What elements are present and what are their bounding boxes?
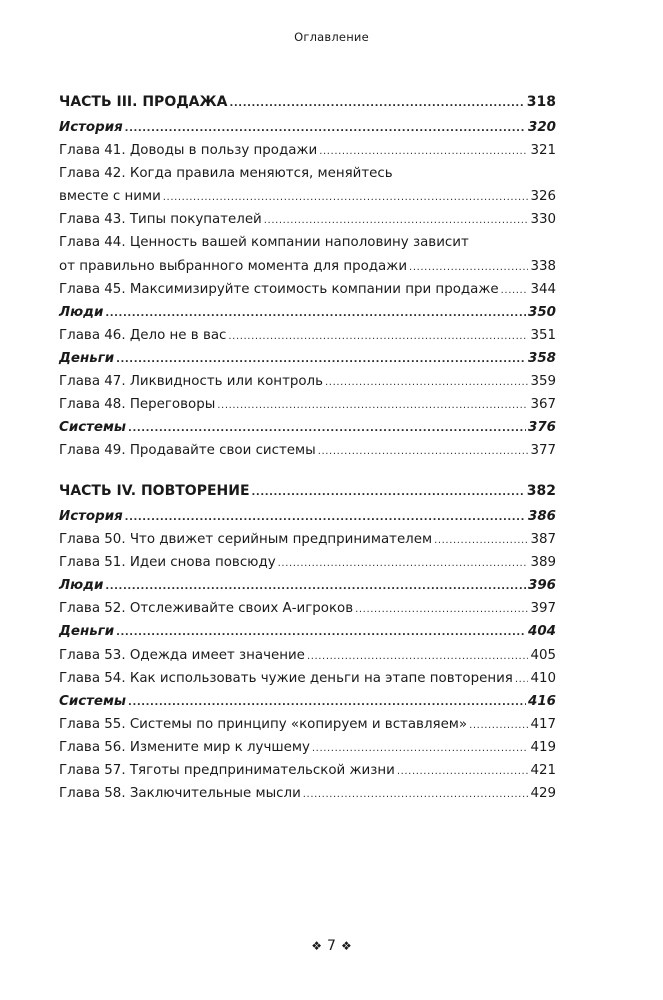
toc-chapter-51[interactable]	[59, 551, 556, 574]
toc-chapter-50[interactable]	[59, 528, 556, 551]
toc-section-systems[interactable]	[59, 416, 556, 439]
toc-page-number: 330	[530, 212, 556, 228]
toc-chapter-title: Глава 55. Системы по принципу «копируем и вставляем»	[59, 716, 468, 732]
toc-chapter-title: Глава 41. Доводы в пользу продажи	[59, 143, 318, 159]
toc-page-number: 344	[530, 281, 556, 297]
toc-page-number: 367	[530, 397, 556, 413]
four-diamond-ornament-icon: ❖	[311, 939, 323, 953]
toc-section-people[interactable]	[59, 301, 556, 324]
leader-dots	[303, 783, 529, 806]
toc-page-number: 318	[526, 94, 556, 110]
toc-section-money[interactable]	[59, 347, 556, 370]
toc-chapter-title: Глава 43. Типы покупателей	[59, 212, 262, 228]
toc-page-number: 396	[528, 578, 556, 594]
leader-dots	[125, 117, 526, 140]
toc-page-number: 387	[530, 532, 556, 548]
toc-page-number: 416	[528, 693, 556, 709]
leader-dots	[355, 598, 528, 621]
toc-chapter-title: Глава 53. Одежда имеет значение	[59, 647, 305, 663]
toc-chapter-44-line-1[interactable]	[59, 231, 556, 254]
toc-chapter-45[interactable]	[59, 278, 556, 301]
toc-part-heading[interactable]	[59, 477, 556, 505]
toc-page-number: 351	[530, 327, 556, 343]
toc-section-title: Системы	[59, 420, 127, 436]
toc-part-heading[interactable]	[59, 88, 556, 116]
leader-dots	[125, 506, 526, 529]
toc-page-number: 404	[528, 624, 556, 640]
toc-chapter-42-line-1[interactable]	[59, 162, 556, 185]
leader-dots	[264, 209, 529, 232]
toc-page-number: 382	[526, 483, 556, 499]
leader-dots	[116, 621, 526, 644]
leader-dots	[501, 279, 529, 302]
toc-chapter-47[interactable]	[59, 370, 556, 393]
leader-dots	[469, 714, 528, 737]
toc-chapter-title-continued: от правильно выбранного момента для продажи	[59, 258, 408, 274]
toc-chapter-title: Глава 49. Продавайте свои системы	[59, 443, 316, 459]
toc-chapter-title-continued: вместе с ними	[59, 189, 161, 205]
toc-page-number: 417	[530, 716, 556, 732]
toc-chapter-title: Глава 58. Заключительные мысли	[59, 786, 301, 802]
toc-page-number: 421	[530, 763, 556, 779]
toc-chapter-title: Глава 44. Ценность вашей компании наполовину зависит	[59, 235, 469, 251]
leader-dots	[105, 302, 526, 325]
toc-page-number: 389	[530, 555, 556, 571]
running-head: Оглавление	[294, 30, 369, 44]
leader-dots	[252, 479, 525, 507]
page-folio	[0, 938, 663, 954]
toc-chapter-42-line-2[interactable]	[59, 185, 556, 208]
leader-dots	[230, 90, 525, 118]
toc-chapter-53[interactable]	[59, 644, 556, 667]
toc-section-title: Люди	[59, 578, 104, 594]
toc-chapter-title: Глава 54. Как использовать чужие деньги на этапе повторения	[59, 670, 513, 686]
leader-dots	[325, 371, 528, 394]
toc-page-number: 338	[530, 258, 556, 274]
toc-chapter-55[interactable]	[59, 713, 556, 736]
toc-section-title: История	[59, 509, 123, 524]
toc-chapter-52[interactable]	[59, 597, 556, 620]
toc-part-3	[59, 88, 556, 462]
toc-chapter-41[interactable]	[59, 139, 556, 162]
toc-page-number: 359	[530, 374, 556, 390]
leader-dots	[409, 256, 528, 279]
toc-page-number: 350	[528, 304, 556, 320]
toc-section-money[interactable]	[59, 620, 556, 643]
toc-page-number: 397	[530, 601, 556, 617]
leader-dots	[397, 760, 529, 783]
four-diamond-ornament-icon: ❖	[340, 939, 352, 953]
toc-chapter-title: Глава 50. Что движет серийным предпринимателем	[59, 532, 433, 548]
leader-dots	[163, 186, 529, 209]
toc-page-number: 377	[530, 443, 556, 459]
leader-dots	[105, 575, 526, 598]
toc-part-4	[59, 477, 556, 805]
leader-dots	[217, 394, 528, 417]
toc-chapter-54[interactable]	[59, 667, 556, 690]
leader-dots	[128, 691, 526, 714]
leader-dots	[228, 325, 528, 348]
toc-chapter-58[interactable]	[59, 782, 556, 805]
leader-dots	[128, 417, 526, 440]
leader-dots	[307, 645, 529, 668]
toc-chapter-title: Глава 56. Измените мир к лучшему	[59, 739, 310, 755]
toc-chapter-44-line-2[interactable]	[59, 255, 556, 278]
toc-part-title: ЧАСТЬ III. ПРОДАЖА	[59, 94, 228, 110]
toc-chapter-57[interactable]	[59, 759, 556, 782]
toc-chapter-title: Глава 48. Переговоры	[59, 397, 216, 413]
toc-page-number: 320	[528, 120, 556, 135]
toc-chapter-title: Глава 45. Максимизируйте стоимость компании при продаже	[59, 281, 499, 297]
leader-dots	[278, 552, 529, 575]
toc-page-number: 429	[530, 786, 556, 802]
toc-section-people[interactable]	[59, 574, 556, 597]
toc-page-number: 376	[528, 420, 556, 436]
toc-section-history[interactable]	[59, 116, 556, 139]
toc-section-history[interactable]	[59, 505, 556, 528]
toc-chapter-title: Глава 52. Отслеживайте своих А-игроков	[59, 601, 354, 617]
leader-dots	[116, 348, 526, 371]
toc-chapter-title: Глава 47. Ликвидность или контроль	[59, 374, 324, 390]
leader-dots	[515, 668, 529, 691]
toc-chapter-title: Глава 46. Дело не в вас	[59, 327, 227, 343]
toc-chapter-title: Глава 42. Когда правила меняются, меняйтесь	[59, 166, 393, 182]
toc-page-number: 326	[530, 189, 556, 205]
toc-section-title: Деньги	[59, 350, 115, 366]
leader-dots	[318, 440, 529, 463]
toc-section-title: Деньги	[59, 624, 115, 640]
toc-chapter-title: Глава 57. Тяготы предпринимательской жизни	[59, 763, 395, 779]
toc-chapter-46[interactable]	[59, 324, 556, 347]
toc-page-number: 358	[528, 350, 556, 366]
toc-section-systems[interactable]	[59, 690, 556, 713]
leader-dots	[434, 529, 528, 552]
leader-dots	[312, 737, 529, 760]
page-number: 7	[327, 938, 336, 954]
leader-dots	[319, 140, 528, 163]
toc-section-title: Люди	[59, 304, 104, 320]
toc-page-number: 405	[530, 647, 556, 663]
toc-chapter-56[interactable]	[59, 736, 556, 759]
toc-chapter-49[interactable]	[59, 439, 556, 462]
toc-page-number: 386	[528, 509, 556, 524]
toc-chapter-title: Глава 51. Идеи снова повсюду	[59, 555, 276, 571]
toc-section-title: История	[59, 120, 123, 135]
toc-chapter-48[interactable]	[59, 393, 556, 416]
toc-page-number: 321	[530, 143, 556, 159]
toc-chapter-43[interactable]	[59, 208, 556, 231]
toc-page-number: 410	[530, 670, 556, 686]
toc-part-title: ЧАСТЬ IV. ПОВТОРЕНИЕ	[59, 483, 250, 499]
toc-page-number: 419	[530, 739, 556, 755]
toc-section-title: Системы	[59, 693, 127, 709]
